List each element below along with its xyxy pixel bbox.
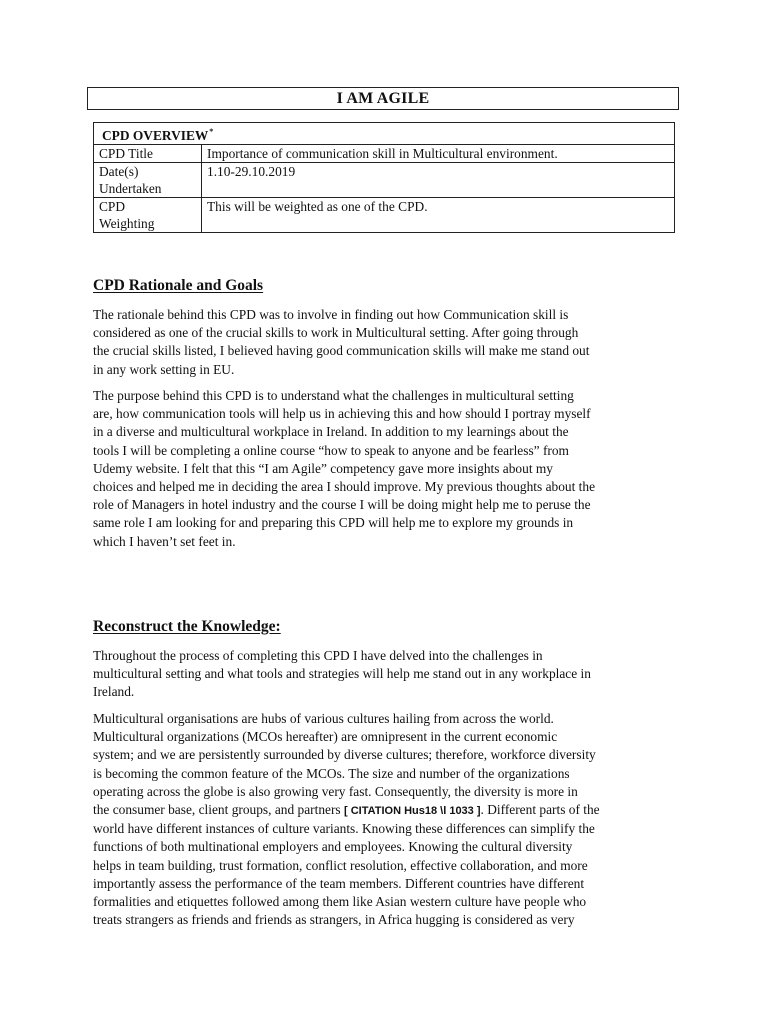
overview-row-title	[94, 145, 675, 163]
text-line: choices and helped me in deciding the area I should improve. My previous thoughts about the	[93, 479, 596, 495]
text-line: treats strangers as friends and friends as strangers, in Africa hugging is considered as very	[93, 912, 575, 928]
overview-header-row	[94, 123, 675, 145]
text-line: is becoming the common feature of the MCOs. The size and number of the organizations	[93, 765, 570, 781]
text-line: formalities and etiquettes followed among them like Asian western culture have people who	[93, 894, 587, 910]
text-line: tools I will be completing a online course “how to speak to anyone and be fearless” from	[93, 442, 569, 458]
text-line: importantly assess the performance of the team members. Different countries have different	[93, 875, 585, 891]
overview-row-dates	[94, 163, 675, 198]
knowledge-heading: Reconstruct the Knowledge:	[93, 618, 281, 635]
text-line: Udemy website. I felt that this “I am Agile” competency gave more insights about my	[93, 460, 553, 476]
rationale-paragraph-2	[93, 387, 681, 551]
overview-heading-mark: *	[209, 127, 214, 136]
text-line: Multicultural organizations (MCOs hereafter) are omnipresent in the current economic	[93, 729, 558, 745]
overview-heading-text: CPD OVERVIEW	[102, 128, 209, 143]
text-line: system; and we are persistently surrounded by diverse cultures; therefore, workforce diversity	[93, 747, 596, 763]
overview-label-dates-l1: Date(s)	[99, 164, 139, 179]
overview-label-weighting-l1: CPD	[99, 199, 126, 214]
text-line-with-citation	[93, 801, 681, 820]
text-line: The rationale behind this CPD was to involve in finding out how Communication skill is	[93, 307, 569, 322]
text-line: operating across the globe is also growing very fast. Consequently, the diversity is more in	[93, 783, 578, 799]
text-line: which I haven’t set feet in.	[93, 533, 236, 549]
overview-value-weighting: This will be weighted as one of the CPD.	[202, 198, 675, 233]
rationale-heading: CPD Rationale and Goals	[93, 277, 264, 294]
knowledge-paragraph-1	[93, 647, 681, 702]
overview-label-weighting	[94, 198, 202, 233]
text-line: Throughout the process of completing this CPD I have delved into the challenges in	[93, 648, 543, 663]
text-line: role of Managers in hotel industry and the course I will be doing might help me to peruse the	[93, 497, 591, 513]
text-line: functions of both multinational employers and employees. Knowing the cultural diversity	[93, 839, 573, 855]
text-line: Ireland.	[93, 684, 135, 700]
overview-row-weighting	[94, 198, 675, 233]
text-line: helps in team building, trust formation, conflict resolution, effective collaboration, and more	[93, 857, 588, 873]
text-line: multicultural setting and what tools and strategies will help me stand out in any workplace in	[93, 666, 591, 682]
rationale-paragraph-1	[93, 306, 681, 379]
overview-heading	[94, 123, 675, 145]
text-line: considered as one of the crucial skills to work in Multicultural setting. After going through	[93, 325, 579, 341]
overview-label-dates	[94, 163, 202, 198]
document-title: I AM AGILE	[87, 87, 679, 110]
text-line: are, how communication tools will help us in achieving this and how should I portray myself	[93, 406, 591, 422]
overview-value-title: Importance of communication skill in Multicultural environment.	[202, 145, 675, 163]
overview-value-dates: 1.10-29.10.2019	[202, 163, 675, 198]
text-line: in a diverse and multicultural workplace in Ireland. In addition to my learnings about the	[93, 424, 569, 440]
citation-line-after: . Different parts of the	[480, 802, 600, 818]
overview-label-weighting-l2: Weighting	[99, 216, 155, 231]
text-line: world have different instances of culture variants. Knowing these differences can simplify the	[93, 821, 595, 837]
overview-label-title: CPD Title	[94, 145, 202, 163]
citation-line-before: the consumer base, client groups, and partners	[93, 802, 344, 818]
overview-label-dates-l2: Undertaken	[99, 181, 162, 196]
text-line: in any work setting in EU.	[93, 361, 235, 377]
text-line: the crucial skills listed, I believed having good communication skills will make me stand out	[93, 343, 590, 359]
text-line: same role I am looking for and preparing this CPD will help me to explore my grounds in	[93, 515, 574, 531]
text-line: The purpose behind this CPD is to understand what the challenges in multicultural setting	[93, 388, 574, 403]
text-line: Multicultural organisations are hubs of various cultures hailing from across the world.	[93, 711, 554, 726]
cpd-overview-table	[93, 122, 675, 233]
citation-field: [ CITATION Hus18 \l 1033 ]	[344, 805, 481, 818]
knowledge-paragraph-2	[93, 710, 681, 929]
